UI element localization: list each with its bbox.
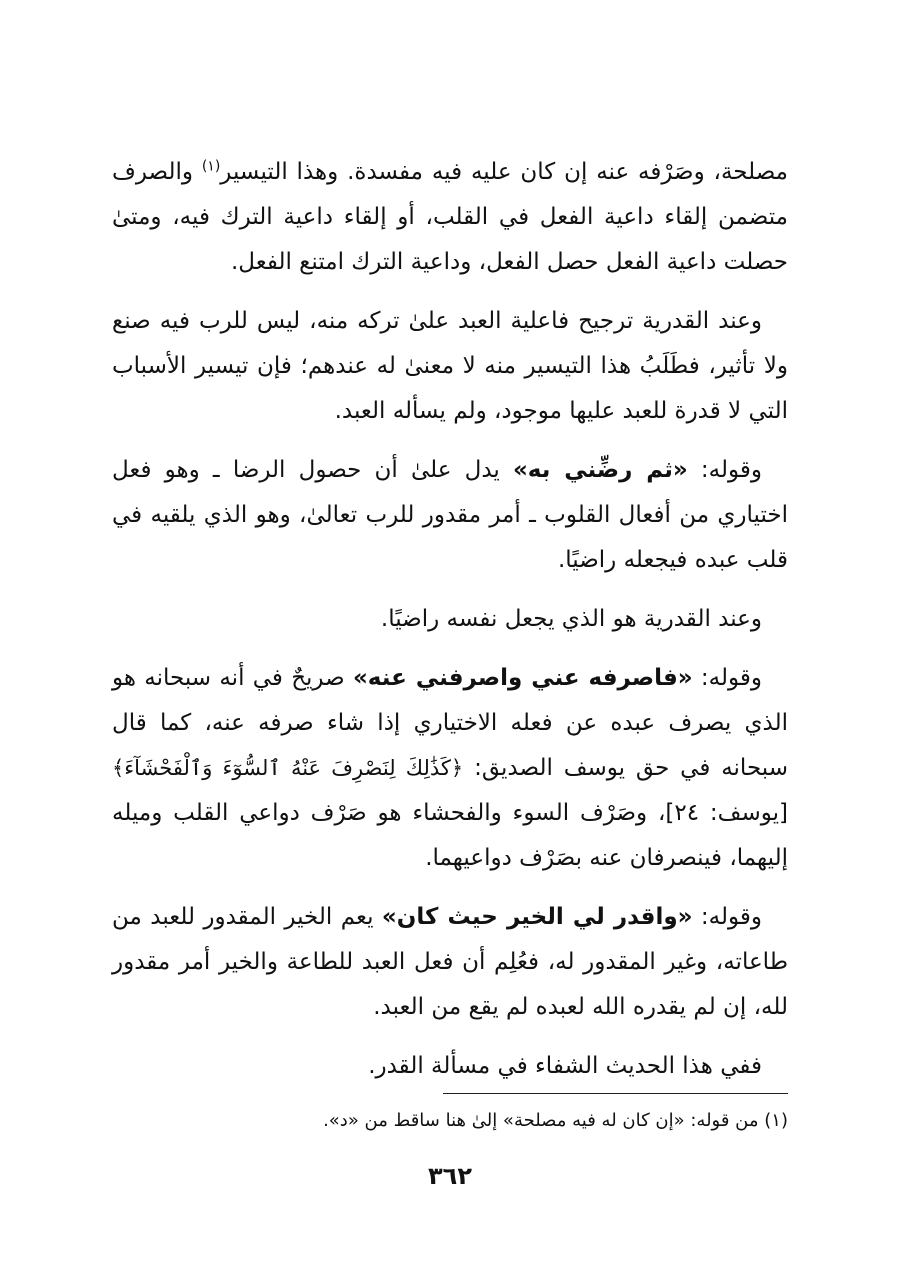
paragraph-3-lead: وقوله: <box>687 457 762 483</box>
page-body <box>112 150 788 1103</box>
hadith-quote-2: «فاصرفه عني واصرفني عنه» <box>352 665 693 691</box>
paragraph-5 <box>112 656 788 881</box>
footnote-divider <box>443 1093 788 1094</box>
footnote-text: من قوله: «إن كان له فيه مصلحة» إلىٰ هنا ساقط من «د». <box>323 1110 759 1131</box>
paragraph-2 <box>112 299 788 434</box>
paragraph-5-rest: ، وصَرْف السوء والفحشاء هو صَرْف دواعي القلب وميله إليهما، فينصرفان عنه بصَرْف دواعيهما. <box>112 800 788 871</box>
hadith-quote-1: «ثم رضِّني به» <box>512 457 688 483</box>
paragraph-6-rest: يعم الخير المقدور للعبد من طاعاته، وغير المقدور له، فعُلِم أن فعل العبد للطاعة والخير أمر مقدور لله، إن لم يقدره الله لعبده لم يقع من العبد. <box>112 904 788 1020</box>
paragraph-3 <box>112 448 788 583</box>
verse-citation: [يوسف: ٢٤] <box>665 800 788 826</box>
paragraph-3-rest: يدل علىٰ أن حصول الرضا ـ وهو فعل اختياري من أفعال القلوب ـ أمر مقدور للرب تعالىٰ، وهو الذي يلقيه في قلب عبده فيجعله راضيًا. <box>112 457 788 573</box>
quran-verse: ﴿كَذَٰلِكَ لِنَصْرِفَ عَنْهُ ٱلسُّوٓءَ وَٱلْفَحْشَآءَ﴾ <box>112 756 464 780</box>
paragraph-1 <box>112 150 788 285</box>
paragraph-6-lead: وقوله: <box>692 904 762 930</box>
paragraph-5-lead: وقوله: <box>692 665 763 691</box>
footnote <box>112 1106 788 1136</box>
page-number: ٣٦٢ <box>428 1162 472 1190</box>
paragraph-4-text: وعند القدرية هو الذي يجعل نفسه راضيًا. <box>380 606 762 632</box>
paragraph-7-text: ففي هذا الحديث الشفاء في مسألة القدر. <box>368 1053 762 1079</box>
paragraph-5-middle: صريحٌ في أنه سبحانه هو الذي يصرف عبده عن فعله الاختياري إذا شاء صرفه عنه، كما قال سبحانه في حق يوسف الصديق: <box>112 665 788 781</box>
paragraph-6 <box>112 895 788 1030</box>
paragraph-2-text: وعند القدرية ترجيح فاعلية العبد علىٰ تركه منه، ليس للرب فيه صنع ولا تأثير، فطَلَبُ هذا التيسير منه لا معنىٰ له عندهم؛ فإن تيسير الأسباب التي لا قدرة للعبد عليها موجود، ولم يسأله العبد. <box>112 308 788 424</box>
footnote-marker: (١) <box>764 1110 788 1131</box>
paragraph-1-text-b: والصرف متضمن إلقاء داعية الفعل في القلب، أو إلقاء داعية الترك فيه، ومتىٰ حصلت داعية الفعل حصل الفعل، وداعية الترك امتنع الفعل. <box>112 159 788 275</box>
paragraph-7 <box>112 1044 788 1089</box>
hadith-quote-3: «واقدر لي الخير حيث كان» <box>381 904 693 930</box>
footnote-reference: (١) <box>201 158 221 175</box>
paragraph-1-text-a: مصلحة، وصَرْفه عنه إن كان عليه فيه مفسدة. وهذا التيسير <box>220 159 789 185</box>
paragraph-4 <box>112 597 788 642</box>
